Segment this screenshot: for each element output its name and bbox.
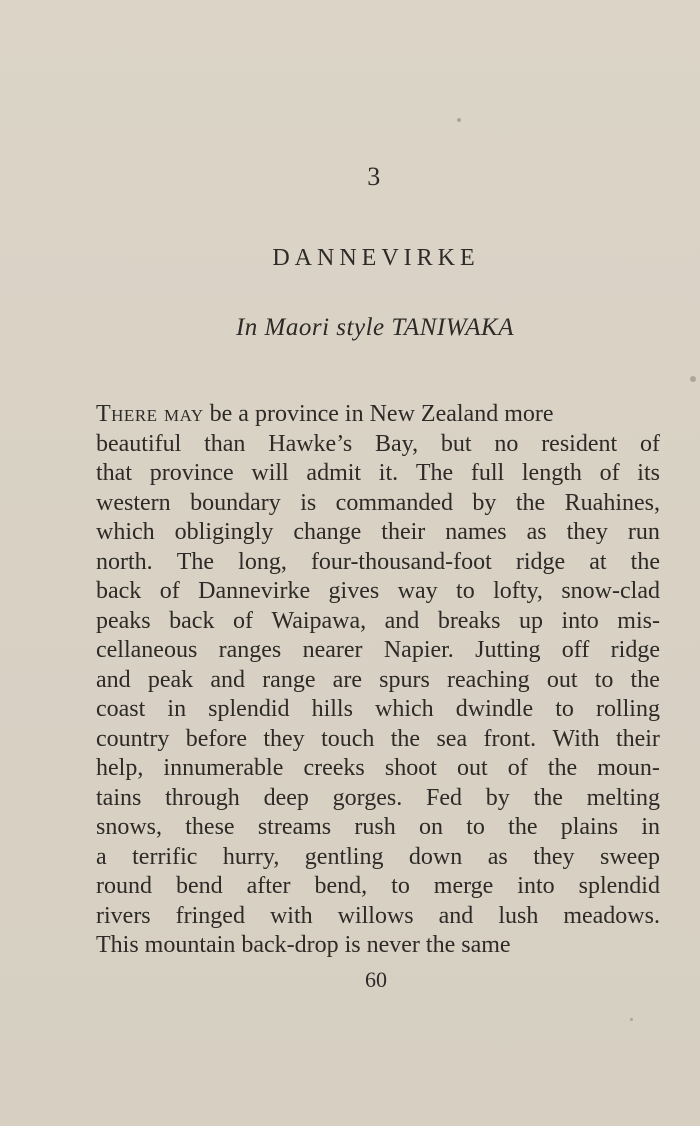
word: the xyxy=(630,666,660,693)
word: their xyxy=(615,725,660,752)
text-line xyxy=(96,695,660,725)
word: they xyxy=(566,519,608,545)
word: at xyxy=(589,548,607,575)
word: which xyxy=(96,519,155,545)
text-line xyxy=(96,400,660,430)
word: as xyxy=(526,519,547,545)
word: Ruahines, xyxy=(564,489,660,516)
word: its xyxy=(637,460,660,486)
word: reaching xyxy=(447,666,530,693)
word: run xyxy=(627,519,660,545)
text-line xyxy=(96,931,660,961)
word: in xyxy=(641,814,660,840)
word: gorges. xyxy=(332,784,403,811)
word: hills xyxy=(311,696,353,722)
word: as xyxy=(487,843,508,870)
text-line xyxy=(96,518,660,548)
text-line xyxy=(96,902,660,932)
word: tains xyxy=(96,784,142,811)
line-text xyxy=(96,843,660,873)
word: to xyxy=(391,873,410,899)
word: gives xyxy=(328,578,380,604)
word: with xyxy=(269,902,313,929)
word: ridge xyxy=(515,548,566,575)
line-text xyxy=(96,577,660,607)
word: into xyxy=(517,873,555,899)
word: deep xyxy=(263,784,309,811)
word: way xyxy=(397,578,438,604)
word: and xyxy=(438,902,474,929)
word: out xyxy=(546,666,578,693)
word: of xyxy=(639,430,660,457)
word: merge xyxy=(433,873,494,899)
text-line xyxy=(96,843,660,873)
word: lush xyxy=(498,902,539,929)
word: splendid xyxy=(578,873,660,899)
line-text xyxy=(96,548,660,578)
word: terrific xyxy=(132,843,198,870)
word: bend xyxy=(175,873,223,899)
word: lofty, xyxy=(493,578,543,604)
word: sweep xyxy=(600,843,660,870)
word: front. xyxy=(483,725,537,752)
word: western xyxy=(96,489,171,516)
word: names xyxy=(445,519,507,545)
word: the xyxy=(508,814,538,840)
line-text xyxy=(96,518,660,548)
word: shoot xyxy=(384,755,437,781)
word: and xyxy=(210,666,245,693)
word: rivers xyxy=(96,902,151,929)
word: four-thousand-foot xyxy=(310,548,492,575)
word: breaks xyxy=(437,607,501,634)
word: province xyxy=(149,460,234,486)
word: fringed xyxy=(175,902,245,929)
page-number: 60 xyxy=(365,967,387,992)
line-text xyxy=(96,813,660,843)
line-text xyxy=(96,695,660,725)
word: north. xyxy=(96,548,153,575)
word: cellaneous xyxy=(96,637,198,663)
word: ranges xyxy=(218,637,282,663)
word: than xyxy=(204,430,246,457)
line-text xyxy=(96,902,660,932)
word: Hawke’s xyxy=(268,430,353,457)
word: plains xyxy=(560,814,619,840)
text-line xyxy=(96,489,660,519)
word: sea xyxy=(436,725,468,752)
word: length xyxy=(521,460,582,486)
word: moun- xyxy=(597,755,660,781)
word: back xyxy=(96,578,142,604)
text-line xyxy=(96,754,660,784)
text-line xyxy=(96,725,660,755)
paper-speck xyxy=(690,376,696,382)
word: obligingly xyxy=(174,519,274,545)
word: commanded xyxy=(335,489,453,516)
word: streams xyxy=(257,814,332,840)
word: of xyxy=(599,460,620,486)
word: touch xyxy=(321,725,375,752)
word: it. xyxy=(378,460,399,486)
word: to xyxy=(466,814,485,840)
line-text xyxy=(96,666,660,696)
word: Jutting xyxy=(475,637,541,663)
word: peaks xyxy=(96,607,151,634)
word: splendid xyxy=(208,696,290,722)
word: hurry, xyxy=(222,843,280,870)
paper-speck xyxy=(630,1018,633,1021)
word: Fed xyxy=(426,784,462,811)
word: and xyxy=(96,666,131,693)
word: is xyxy=(300,489,317,516)
word: back xyxy=(169,607,215,634)
word: snows, xyxy=(96,814,163,840)
text-line xyxy=(96,459,660,489)
word: long, xyxy=(238,548,287,575)
word: mis- xyxy=(617,607,660,634)
line-text xyxy=(96,754,660,784)
word: nearer xyxy=(302,637,363,663)
word: rolling xyxy=(595,696,660,722)
word: country xyxy=(96,725,170,752)
line-text: This mountain back-drop is never the same xyxy=(96,932,511,958)
word: the xyxy=(533,784,563,811)
word: range xyxy=(262,666,316,693)
word: willows xyxy=(337,902,414,929)
word: innumerable xyxy=(163,755,284,781)
text-line xyxy=(96,784,660,814)
word: melting xyxy=(586,784,660,811)
word: dwindle xyxy=(455,696,534,722)
word: creeks xyxy=(303,755,365,781)
word: they xyxy=(533,843,575,870)
line-text xyxy=(96,430,660,460)
word: Waipawa, xyxy=(271,607,367,634)
word: of xyxy=(232,607,253,634)
word: but xyxy=(440,430,472,457)
word: rush xyxy=(354,814,396,840)
word: Napier. xyxy=(383,637,454,663)
opening-small-caps: There may xyxy=(96,401,204,427)
word: after xyxy=(246,873,291,899)
word: ridge xyxy=(610,637,660,663)
word: up xyxy=(518,607,543,634)
word: With xyxy=(552,725,600,752)
line-text xyxy=(96,872,660,902)
line-text xyxy=(96,784,660,814)
paper-speck xyxy=(457,118,461,122)
word: to xyxy=(456,578,475,604)
line-text xyxy=(96,636,660,666)
word: The xyxy=(176,548,215,575)
word: in xyxy=(167,696,187,722)
word: to xyxy=(555,696,574,722)
word: beautiful xyxy=(96,430,182,457)
word: into xyxy=(561,607,599,634)
word: by xyxy=(472,489,497,516)
word: the xyxy=(390,725,421,752)
word: bend, xyxy=(314,873,368,899)
word: they xyxy=(263,725,305,752)
word: help, xyxy=(96,755,144,781)
word: peak xyxy=(147,666,194,693)
word: change xyxy=(293,519,362,545)
word: that xyxy=(96,460,132,486)
word: Dannevirke xyxy=(198,578,311,604)
body-text xyxy=(96,400,660,990)
word: gentling xyxy=(304,843,384,870)
word: off xyxy=(561,637,590,663)
text-line xyxy=(96,430,660,460)
line-text xyxy=(96,725,660,755)
word: down xyxy=(408,843,463,870)
word: spurs xyxy=(379,666,430,693)
word: through xyxy=(165,784,240,811)
word: resident xyxy=(541,430,618,457)
text-line xyxy=(96,548,660,578)
word: which xyxy=(375,696,434,722)
text-line xyxy=(96,636,660,666)
word: Bay, xyxy=(375,430,419,457)
chapter-title: DANNEVIRKE xyxy=(272,245,480,271)
text-line xyxy=(96,577,660,607)
text-line xyxy=(96,666,660,696)
word: admit xyxy=(306,460,362,486)
word: the xyxy=(630,548,660,575)
word: boundary xyxy=(190,489,281,516)
word: the xyxy=(515,489,546,516)
word: the xyxy=(547,755,578,781)
word: a xyxy=(96,843,107,870)
word: full xyxy=(470,460,505,486)
word: before xyxy=(185,725,247,752)
word: are xyxy=(332,666,362,693)
word: their xyxy=(381,519,426,545)
word: out xyxy=(456,755,488,781)
word: round xyxy=(96,873,152,899)
line-text xyxy=(96,489,660,519)
word: to xyxy=(594,666,614,693)
text-line xyxy=(96,607,660,637)
word: coast xyxy=(96,696,146,722)
chapter-subtitle: In Maori style TANIWAKA xyxy=(235,314,514,341)
word: on xyxy=(418,814,443,840)
word: of xyxy=(159,578,180,604)
text-line xyxy=(96,813,660,843)
line-text xyxy=(96,607,660,637)
word: The xyxy=(415,460,454,486)
line-text: be a province in New Zealand more xyxy=(203,401,554,427)
word: no xyxy=(494,430,519,457)
word: will xyxy=(251,460,289,486)
word: meadows. xyxy=(563,902,660,929)
line-text xyxy=(96,459,660,489)
chapter-number: 3 xyxy=(367,162,381,191)
word: snow-clad xyxy=(561,578,660,604)
word: these xyxy=(185,814,235,840)
text-line xyxy=(96,872,660,902)
word: of xyxy=(507,755,528,781)
word: by xyxy=(485,784,510,811)
word: and xyxy=(384,607,420,634)
